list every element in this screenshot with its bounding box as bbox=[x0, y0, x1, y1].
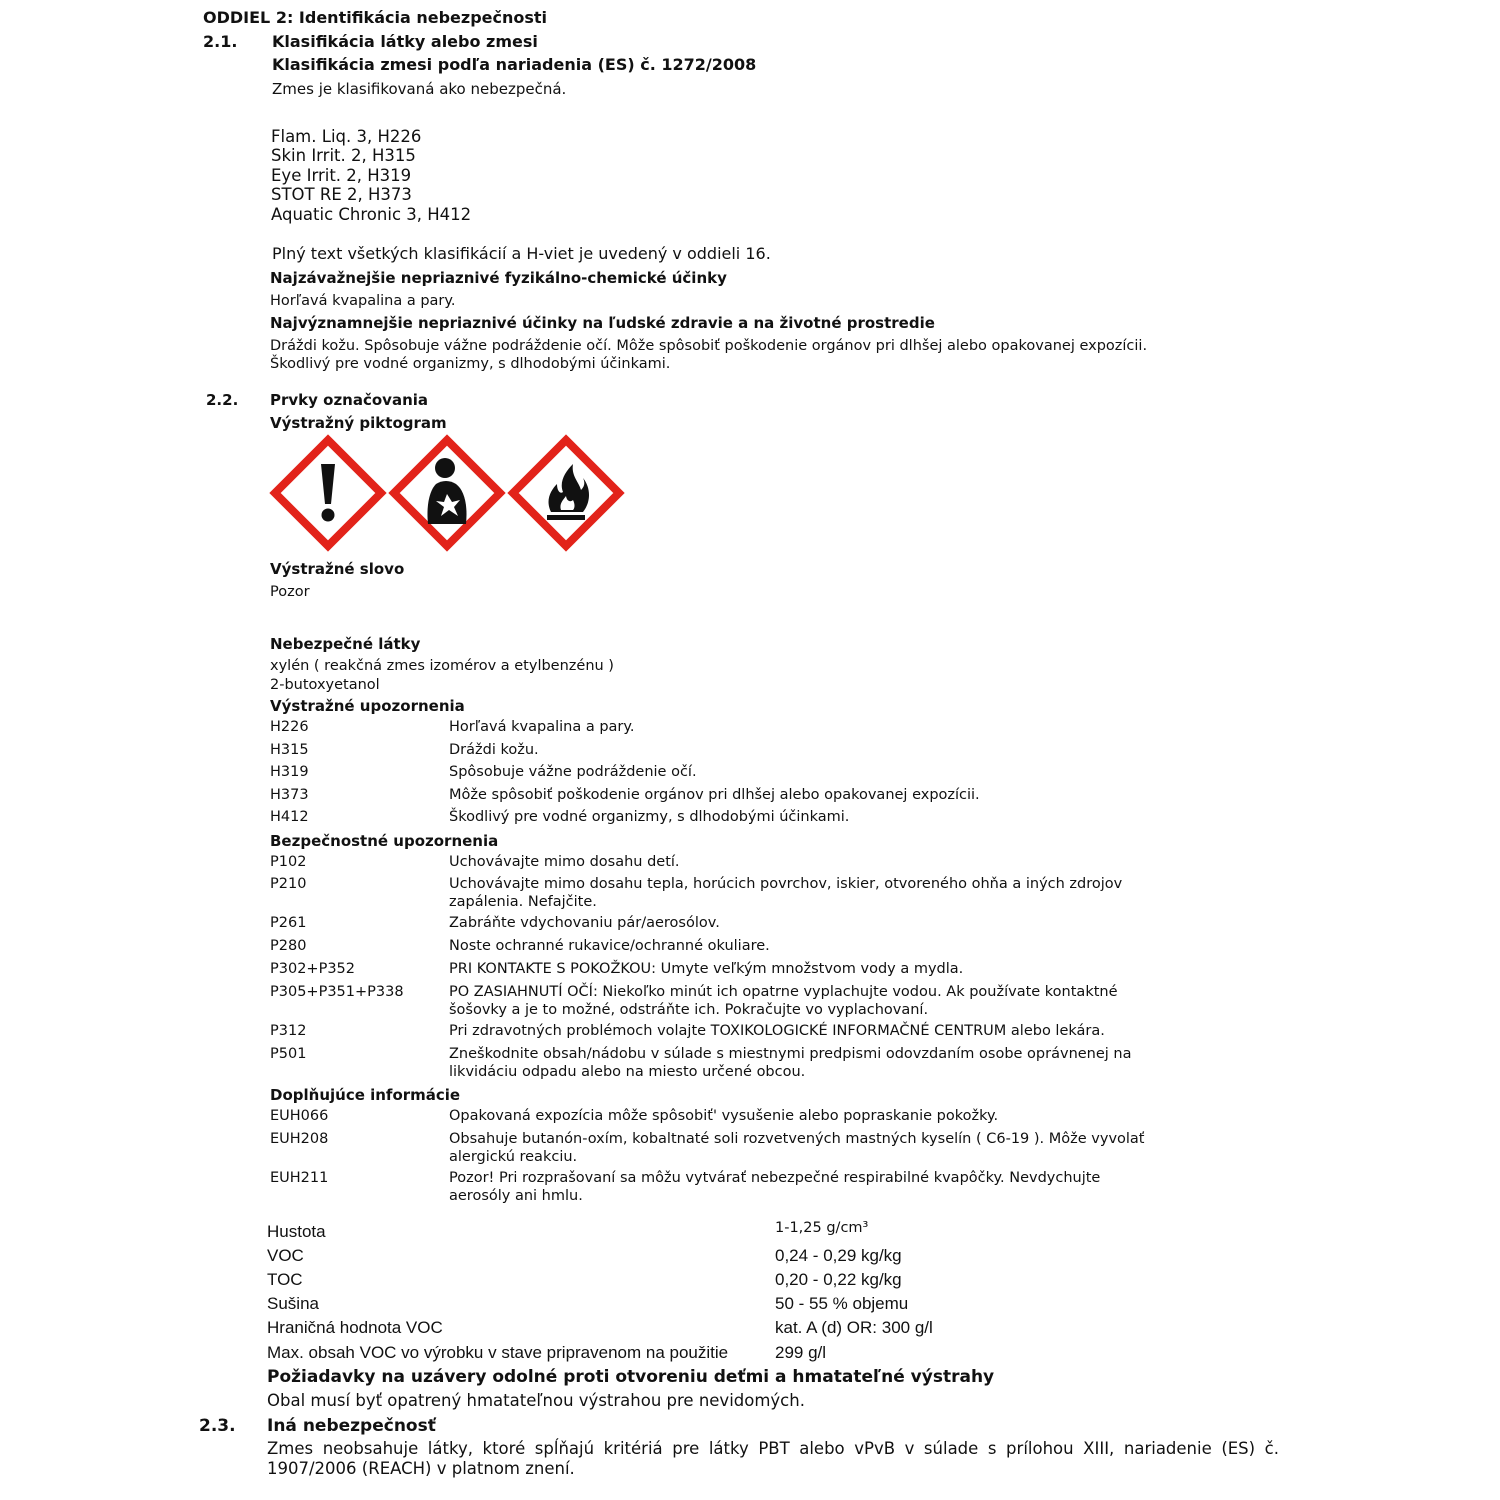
section-number-2-3: 2.3. bbox=[199, 1416, 236, 1436]
property-label: Sušina bbox=[267, 1294, 319, 1313]
classification-item: Aquatic Chronic 3, H412 bbox=[271, 204, 472, 224]
flame-icon bbox=[507, 434, 625, 552]
hazardous-substances-heading: Nebezpečné látky bbox=[270, 635, 421, 653]
precaution-code: P312 bbox=[270, 1023, 307, 1039]
precaution-text: Zabráňte vdychovaniu pár/aerosólov. bbox=[449, 915, 720, 931]
property-value: 1-1,25 g/cm³ bbox=[775, 1220, 869, 1236]
supplemental-code: EUH208 bbox=[270, 1131, 329, 1147]
classification-subheading: Klasifikácia zmesi podľa nariadenia (ES) č. 1272/2008 bbox=[272, 55, 757, 74]
closure-heading: Požiadavky na uzávery odolné proti otvoreniu deťmi a hmatateľné výstrahy bbox=[267, 1367, 995, 1387]
other-hazards-text: Zmes neobsahuje látky, ktoré spĺňajú kritériá pre látky PBT alebo vPvB v súlade s prílohou XIII, nariadenie (ES) č. 1907/2006 (REACH) v platnom znení. bbox=[267, 1439, 1279, 1478]
precaution-text: Uchovávajte mimo dosahu tepla, horúcich povrchov, iskier, otvoreného ohňa a iných zdrojov zapálenia. Nefajčite. bbox=[449, 876, 1123, 910]
classification-statement: Zmes je klasifikovaná ako nebezpečná. bbox=[272, 80, 567, 98]
precaution-code: P305+P351+P338 bbox=[270, 984, 404, 1000]
precaution-text: PRI KONTAKTE S POKOŽKOU: Umyte veľkým množstvom vody a mydla. bbox=[449, 961, 964, 977]
supplemental-code: EUH211 bbox=[270, 1170, 329, 1186]
hazard-text: Škodlivý pre vodné organizmy, s dlhodobými účinkami. bbox=[449, 809, 850, 825]
supplemental-text: Obsahuje butanón-oxím, kobaltnaté soli rozvetvených mastných kyselín ( C6-19 ). Môže vyvolať alergickú reakciu. bbox=[449, 1131, 1145, 1165]
property-value: 299 g/l bbox=[775, 1343, 827, 1362]
supplemental-text: Pozor! Pri rozprašovaní sa môžu vytvárať nebezpečné respirabilné kvapôčky. Nevdychujte aerosóly ani hmlu. bbox=[449, 1170, 1101, 1204]
supplemental-text: Opakovaná expozícia môže spôsobiť' vysušenie alebo popraskanie pokožky. bbox=[449, 1108, 999, 1124]
hazard-statements-heading: Výstražné upozornenia bbox=[270, 697, 465, 715]
pictogram-heading: Výstražný piktogram bbox=[270, 414, 447, 432]
physchem-text: Horľavá kvapalina a pary. bbox=[270, 293, 456, 309]
fulltext-note: Plný text všetkých klasifikácií a H-viet je uvedený v oddieli 16. bbox=[272, 244, 771, 263]
hazard-text: Môže spôsobiť poškodenie orgánov pri dlhšej alebo opakovanej expozícii. bbox=[449, 787, 980, 803]
physchem-heading: Najzávažnejšie nepriaznivé fyzikálno-chemické účinky bbox=[270, 269, 727, 287]
precaution-code: P302+P352 bbox=[270, 961, 355, 977]
hazard-code: H226 bbox=[270, 719, 309, 735]
property-label: VOC bbox=[267, 1246, 304, 1265]
precaution-text: PO ZASIAHNUTÍ OČÍ: Niekoľko minút ich opatrne vyplachujte vodou. Ak používate kontaktné šošovky a je to možné, odstráňte ich. Pokračujte vo vyplachovaní. bbox=[449, 984, 1118, 1018]
closure-text: Obal musí byť opatrený hmatateľnou výstrahou pre nevidomých. bbox=[267, 1391, 805, 1410]
precaution-text: Noste ochranné rukavice/ochranné okuliare. bbox=[449, 938, 770, 954]
property-value: kat. A (d) OR: 300 g/l bbox=[775, 1318, 933, 1337]
precaution-code: P501 bbox=[270, 1046, 307, 1062]
label-elements-heading: Prvky označovania bbox=[270, 391, 429, 409]
supplemental-heading: Doplňujúce informácie bbox=[270, 1086, 461, 1104]
classification-item: Eye Irrit. 2, H319 bbox=[271, 165, 412, 185]
hazard-code: H412 bbox=[270, 809, 309, 825]
property-label: Hraničná hodnota VOC bbox=[267, 1318, 443, 1337]
precaution-text: Pri zdravotných problémoch volajte TOXIKOLOGICKÉ INFORMAČNÉ CENTRUM alebo lekára. bbox=[449, 1023, 1105, 1039]
hazard-code: H319 bbox=[270, 764, 309, 780]
health-hazard-icon bbox=[388, 434, 506, 552]
hazard-code: H315 bbox=[270, 742, 309, 758]
precaution-code: P102 bbox=[270, 854, 307, 870]
health-text-2: Škodlivý pre vodné organizmy, s dlhodobými účinkami. bbox=[270, 356, 671, 372]
property-value: 50 - 55 % objemu bbox=[775, 1294, 909, 1313]
property-label: TOC bbox=[267, 1270, 303, 1289]
precaution-code: P261 bbox=[270, 915, 307, 931]
classification-list bbox=[271, 127, 471, 224]
health-text-1: Dráždi kožu. Spôsobuje vážne podráždenie očí. Môže spôsobiť poškodenie orgánov pri dlhšej alebo opakovanej expozícii. bbox=[270, 338, 1148, 354]
health-heading: Najvýznamnejšie nepriaznivé účinky na ľudské zdravie a na životné prostredie bbox=[270, 314, 935, 332]
property-label: Hustota bbox=[267, 1222, 326, 1241]
precaution-text: Uchovávajte mimo dosahu detí. bbox=[449, 854, 680, 870]
supplemental-code: EUH066 bbox=[270, 1108, 329, 1124]
classification-item: Skin Irrit. 2, H315 bbox=[271, 146, 416, 166]
hazard-text: Dráždi kožu. bbox=[449, 742, 539, 758]
hazard-text: Horľavá kvapalina a pary. bbox=[449, 719, 635, 735]
property-value: 0,20 - 0,22 kg/kg bbox=[775, 1270, 902, 1289]
precautionary-statements-heading: Bezpečnostné upozornenia bbox=[270, 832, 499, 850]
precaution-code: P210 bbox=[270, 876, 307, 892]
classification-heading: Klasifikácia látky alebo zmesi bbox=[272, 32, 538, 51]
precaution-code: P280 bbox=[270, 938, 307, 954]
signal-word-heading: Výstražné slovo bbox=[270, 560, 405, 578]
property-label: Max. obsah VOC vo výrobku v stave pripravenom na použitie bbox=[267, 1343, 729, 1362]
hazardous-substance: 2-butoxyetanol bbox=[270, 677, 380, 693]
signal-word: Pozor bbox=[270, 584, 310, 600]
hazard-code: H373 bbox=[270, 787, 309, 803]
section-number-2-1: 2.1. bbox=[203, 32, 238, 51]
property-value: 0,24 - 0,29 kg/kg bbox=[775, 1246, 902, 1265]
exclamation-mark-icon bbox=[269, 434, 387, 552]
classification-item: STOT RE 2, H373 bbox=[271, 185, 412, 205]
other-hazards-heading: Iná nebezpečnosť bbox=[267, 1416, 436, 1436]
classification-item: Flam. Liq. 3, H226 bbox=[271, 127, 422, 146]
precaution-text: Zneškodnite obsah/nádobu v súlade s miestnymi predpismi odovzdaním osobe oprávnenej na likvidáciu odpadu alebo na miesto určené obcou. bbox=[449, 1046, 1132, 1080]
section-title: ODDIEL 2: Identifikácia nebezpečnosti bbox=[203, 8, 548, 27]
section-number-2-2: 2.2. bbox=[206, 391, 239, 409]
hazard-text: Spôsobuje vážne podráždenie očí. bbox=[449, 764, 697, 780]
hazardous-substance: xylén ( reakčná zmes izomérov a etylbenzénu ) bbox=[270, 658, 614, 674]
